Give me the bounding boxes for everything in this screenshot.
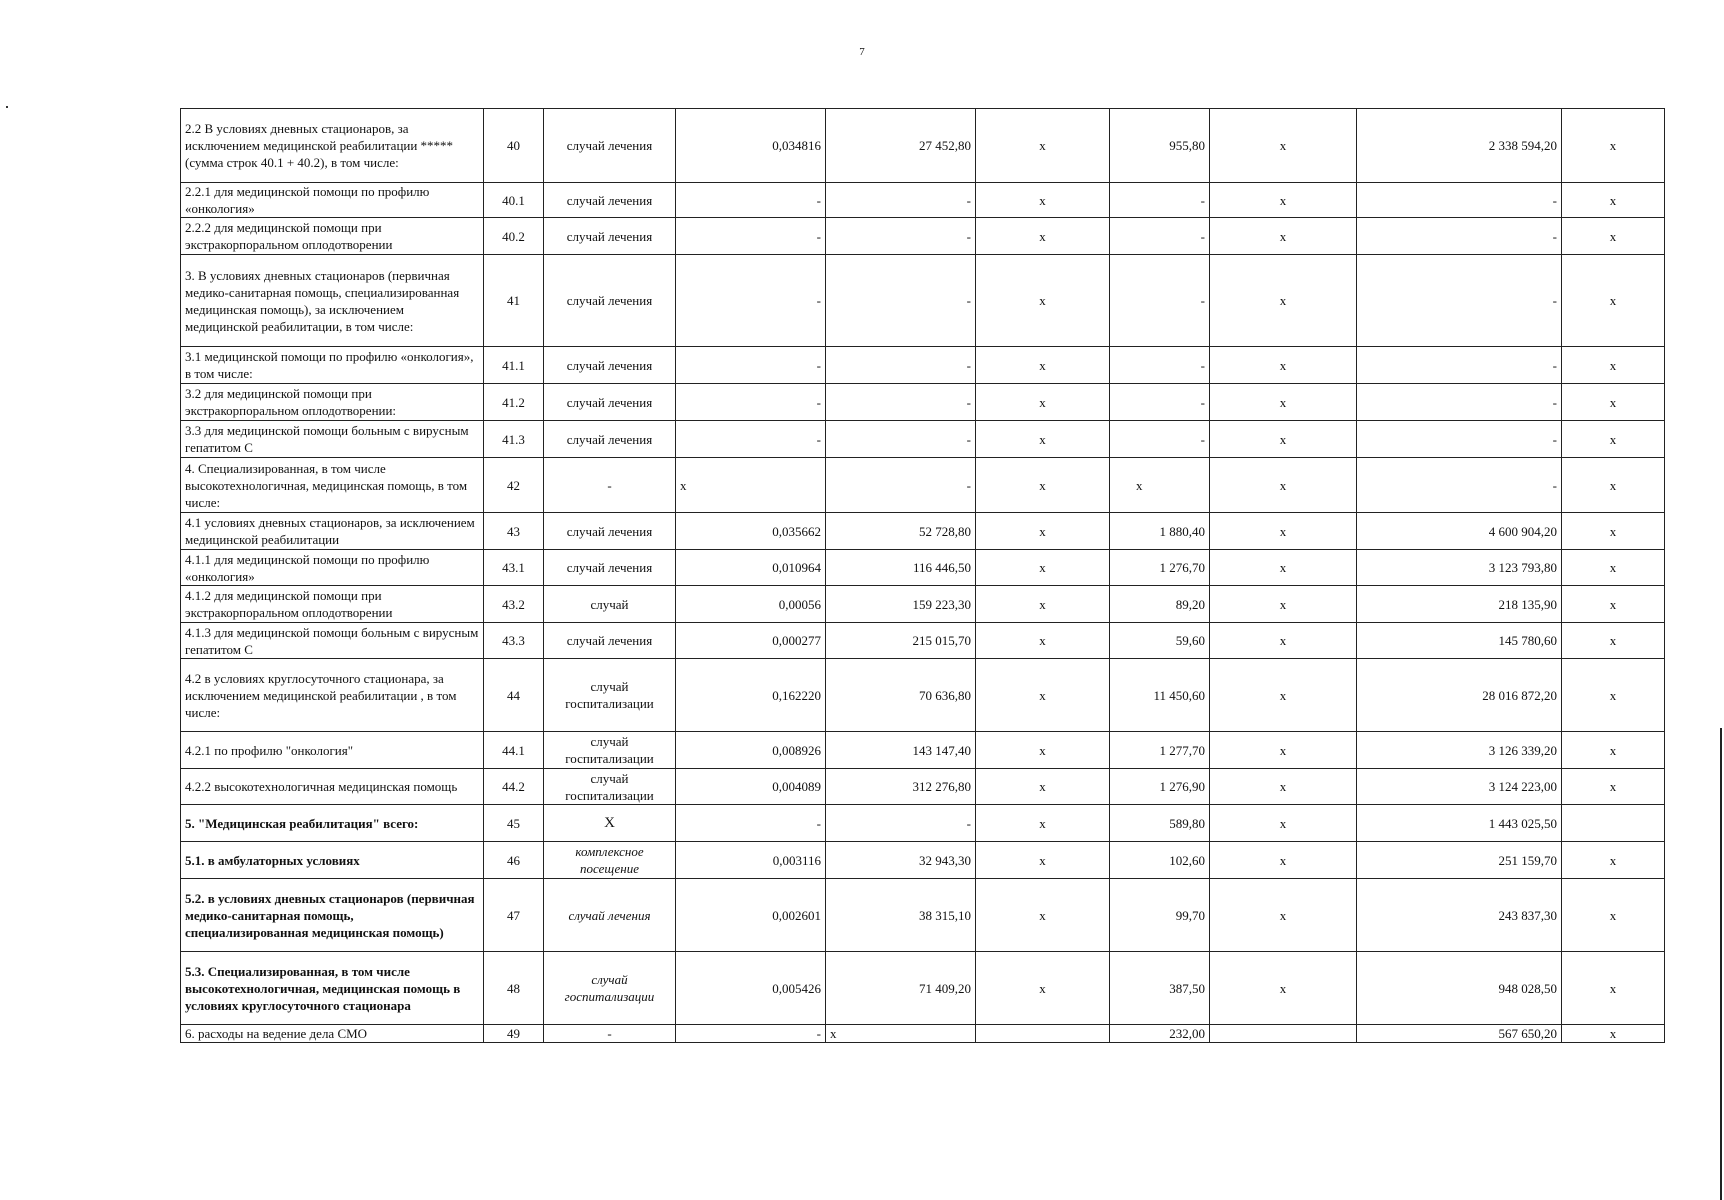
cell-c7: х [1562,732,1665,769]
cell-c2: 32 943,30 [826,842,976,879]
cell-c1: - [676,421,826,458]
cell-c3: х [976,879,1110,952]
cell-c2: 159 223,30 [826,586,976,623]
row-name: 4.1.1 для медицинской помощи по профилю «онкология» [181,550,484,586]
cell-c4: 1 880,40 [1110,513,1210,550]
cell-c5: х [1210,421,1357,458]
cell-c1: - [676,255,826,347]
cell-c5 [1210,1025,1357,1043]
cell-c6: 28 016 872,20 [1357,659,1562,732]
cell-c5: х [1210,347,1357,384]
cell-c4: 232,00 [1110,1025,1210,1043]
table-row [181,623,1665,659]
row-unit: случай лечения [544,421,676,458]
cell-c5: х [1210,384,1357,421]
row-name: 4.1.2 для медицинской помощи при экстракорпоральном оплодотворении [181,586,484,623]
cell-c2: 116 446,50 [826,550,976,586]
row-number: 45 [484,805,544,842]
cell-c5: х [1210,805,1357,842]
cell-c1: 0,00056 [676,586,826,623]
row-unit: случай госпитализации [544,769,676,805]
cell-c2: 71 409,20 [826,952,976,1025]
row-name: 4.1 условиях дневных стационаров, за исключением медицинской реабилитации [181,513,484,550]
scan-speck [6,106,8,108]
cell-c4: - [1110,384,1210,421]
cell-c6: 567 650,20 [1357,1025,1562,1043]
table-row [181,769,1665,805]
cell-c1: 0,010964 [676,550,826,586]
cell-c2: 143 147,40 [826,732,976,769]
cell-c4: - [1110,347,1210,384]
row-unit: Х [544,805,676,842]
cell-c6: 4 600 904,20 [1357,513,1562,550]
cell-c4: 387,50 [1110,952,1210,1025]
row-name: 5.2. в условиях дневных стационаров (первичная медико-санитарная помощь, специализированная медицинская помощь) [181,879,484,952]
cell-c4: 1 277,70 [1110,732,1210,769]
cell-c2: х [826,1025,976,1043]
cell-c5: х [1210,769,1357,805]
cell-c5: х [1210,458,1357,513]
row-number: 41.2 [484,384,544,421]
row-number: 43 [484,513,544,550]
cell-c3: х [976,384,1110,421]
cell-c1: 0,004089 [676,769,826,805]
row-unit: случай лечения [544,550,676,586]
table-row [181,952,1665,1025]
cell-c7: х [1562,623,1665,659]
cell-c1: 0,162220 [676,659,826,732]
cell-c7: х [1562,458,1665,513]
cell-c2: 312 276,80 [826,769,976,805]
table-row [181,255,1665,347]
cell-c2: - [826,183,976,218]
cell-c6: 3 126 339,20 [1357,732,1562,769]
cell-c1: х [676,458,826,513]
cell-c2: 215 015,70 [826,623,976,659]
cell-c3: х [976,347,1110,384]
row-name: 5.1. в амбулаторных условиях [181,842,484,879]
row-unit: случай лечения [544,384,676,421]
row-unit: случай госпитализации [544,952,676,1025]
cell-c7: х [1562,109,1665,183]
cell-c3: х [976,769,1110,805]
row-number: 40 [484,109,544,183]
cell-c6: - [1357,421,1562,458]
cell-c4: 589,80 [1110,805,1210,842]
cell-c2: - [826,218,976,255]
data-table [180,108,1665,1043]
cell-c2: 70 636,80 [826,659,976,732]
cell-c6: 3 123 793,80 [1357,550,1562,586]
cell-c7: х [1562,659,1665,732]
cell-c2: - [826,458,976,513]
cell-c6: 2 338 594,20 [1357,109,1562,183]
cell-c1: 0,000277 [676,623,826,659]
row-name: 4.2.1 по профилю "онкология" [181,732,484,769]
cell-c6: - [1357,218,1562,255]
row-number: 43.2 [484,586,544,623]
cell-c1: - [676,805,826,842]
cell-c6: 243 837,30 [1357,879,1562,952]
row-name: 4.1.3 для медицинской помощи больным с вирусным гепатитом С [181,623,484,659]
row-name: 5. "Медицинская реабилитация" всего: [181,805,484,842]
cell-c6: - [1357,347,1562,384]
table-row [181,550,1665,586]
cell-c5: х [1210,513,1357,550]
table-row [181,659,1665,732]
cell-c3: х [976,458,1110,513]
cell-c7: х [1562,255,1665,347]
row-number: 48 [484,952,544,1025]
cell-c3: х [976,732,1110,769]
row-number: 41.1 [484,347,544,384]
row-number: 44.2 [484,769,544,805]
cell-c3: х [976,255,1110,347]
cell-c6: 145 780,60 [1357,623,1562,659]
table-row [181,347,1665,384]
cell-c6: 1 443 025,50 [1357,805,1562,842]
cell-c5: х [1210,952,1357,1025]
row-name: 3.1 медицинской помощи по профилю «онкология», в том числе: [181,347,484,384]
row-unit: случай лечения [544,255,676,347]
row-unit: случай [544,586,676,623]
table-row [181,1025,1665,1043]
cell-c3: х [976,218,1110,255]
cell-c2: 52 728,80 [826,513,976,550]
cell-c6: - [1357,255,1562,347]
row-number: 40.1 [484,183,544,218]
cell-c3: х [976,513,1110,550]
table-row [181,384,1665,421]
table-row [181,183,1665,218]
row-unit: случай лечения [544,218,676,255]
row-unit: случай лечения [544,513,676,550]
row-number: 42 [484,458,544,513]
row-name: 2.2.1 для медицинской помощи по профилю «онкология» [181,183,484,218]
cell-c1: 0,008926 [676,732,826,769]
cell-c5: х [1210,659,1357,732]
cell-c1: - [676,218,826,255]
row-number: 47 [484,879,544,952]
cell-c4: 1 276,70 [1110,550,1210,586]
cell-c6: 3 124 223,00 [1357,769,1562,805]
cell-c1: - [676,384,826,421]
cell-c5: х [1210,218,1357,255]
row-unit: случай госпитализации [544,732,676,769]
row-name: 6. расходы на ведение дела СМО [181,1025,484,1043]
row-number: 44.1 [484,732,544,769]
cell-c5: х [1210,623,1357,659]
cell-c5: х [1210,255,1357,347]
cell-c3: х [976,586,1110,623]
table-row [181,109,1665,183]
cell-c1: - [676,183,826,218]
cell-c4: - [1110,421,1210,458]
cell-c4: - [1110,183,1210,218]
table-row [181,879,1665,952]
cell-c3: х [976,659,1110,732]
cell-c3: х [976,805,1110,842]
cell-c7: х [1562,769,1665,805]
row-name: 2.2.2 для медицинской помощи при экстракорпоральном оплодотворении [181,218,484,255]
row-number: 43.1 [484,550,544,586]
cell-c1: 0,003116 [676,842,826,879]
cell-c3: х [976,421,1110,458]
cell-c4: х [1110,458,1210,513]
row-name: 2.2 В условиях дневных стационаров, за исключением медицинской реабилитации ***** (сумма строк 40.1 + 40.2), в том числе: [181,109,484,183]
cell-c1: 0,005426 [676,952,826,1025]
cell-c7: х [1562,550,1665,586]
cell-c5: х [1210,842,1357,879]
table-row [181,421,1665,458]
cell-c7: х [1562,347,1665,384]
cell-c7: х [1562,842,1665,879]
cell-c3: х [976,952,1110,1025]
row-unit: комплексное посещение [544,842,676,879]
row-unit: случай лечения [544,347,676,384]
cell-c7: х [1562,513,1665,550]
cell-c4: - [1110,218,1210,255]
table-row [181,218,1665,255]
row-number: 41.3 [484,421,544,458]
cell-c4: 89,20 [1110,586,1210,623]
scan-edge-line [1720,728,1722,1200]
table-row [181,513,1665,550]
cell-c2: - [826,255,976,347]
cell-c5: х [1210,550,1357,586]
row-name: 3.2 для медицинской помощи при экстракорпоральном оплодотворении: [181,384,484,421]
cell-c2: - [826,805,976,842]
row-unit: случай госпитализации [544,659,676,732]
cell-c3: х [976,550,1110,586]
row-name: 4. Специализированная, в том числе высокотехнологичная, медицинская помощь, в том числе: [181,458,484,513]
cell-c7: х [1562,183,1665,218]
table-row [181,805,1665,842]
cell-c5: х [1210,879,1357,952]
cell-c2: - [826,421,976,458]
table-row [181,458,1665,513]
cell-c7: х [1562,1025,1665,1043]
row-name: 5.3. Специализированная, в том числе высокотехнологичная, медицинская помощь в условиях круглосуточного стационара [181,952,484,1025]
cell-c4: 99,70 [1110,879,1210,952]
cell-c4: 955,80 [1110,109,1210,183]
row-name: 4.2.2 высокотехнологичная медицинская помощь [181,769,484,805]
table-row [181,842,1665,879]
cell-c1: 0,035662 [676,513,826,550]
cell-c6: - [1357,183,1562,218]
page-number: 7 [859,46,865,58]
row-name: 3. В условиях дневных стационаров (первичная медико-санитарная помощь, специализированная медицинская помощь), за исключением медицинской реабилитации, в том числе: [181,255,484,347]
cell-c4: 59,60 [1110,623,1210,659]
cell-c5: х [1210,183,1357,218]
cell-c3: х [976,623,1110,659]
cell-c5: х [1210,109,1357,183]
row-name: 3.3 для медицинской помощи больным с вирусным гепатитом С [181,421,484,458]
cell-c5: х [1210,586,1357,623]
cell-c1: 0,034816 [676,109,826,183]
cell-c3 [976,1025,1110,1043]
row-unit: - [544,1025,676,1043]
row-number: 46 [484,842,544,879]
cell-c6: 251 159,70 [1357,842,1562,879]
cell-c3: х [976,842,1110,879]
cell-c7: х [1562,384,1665,421]
cell-c4: 1 276,90 [1110,769,1210,805]
row-number: 44 [484,659,544,732]
row-name: 4.2 в условиях круглосуточного стационара, за исключением медицинской реабилитации , в том числе: [181,659,484,732]
row-unit: случай лечения [544,879,676,952]
cell-c6: - [1357,458,1562,513]
cell-c3: х [976,109,1110,183]
table-row [181,732,1665,769]
cell-c4: - [1110,255,1210,347]
cell-c1: 0,002601 [676,879,826,952]
cell-c5: х [1210,732,1357,769]
cell-c7: х [1562,586,1665,623]
row-number: 41 [484,255,544,347]
row-unit: случай лечения [544,109,676,183]
table-row [181,586,1665,623]
row-number: 43.3 [484,623,544,659]
cell-c7: х [1562,952,1665,1025]
row-number: 40.2 [484,218,544,255]
cell-c2: 38 315,10 [826,879,976,952]
cell-c1: - [676,347,826,384]
row-number: 49 [484,1025,544,1043]
cell-c6: 948 028,50 [1357,952,1562,1025]
cell-c1: - [676,1025,826,1043]
cell-c2: 27 452,80 [826,109,976,183]
cell-c7: х [1562,879,1665,952]
cell-c7: х [1562,421,1665,458]
cell-c7 [1562,805,1665,842]
cell-c3: х [976,183,1110,218]
cell-c4: 11 450,60 [1110,659,1210,732]
row-unit: - [544,458,676,513]
cell-c7: х [1562,218,1665,255]
cell-c2: - [826,347,976,384]
cell-c4: 102,60 [1110,842,1210,879]
row-unit: случай лечения [544,623,676,659]
cell-c2: - [826,384,976,421]
row-unit: случай лечения [544,183,676,218]
cell-c6: 218 135,90 [1357,586,1562,623]
cell-c6: - [1357,384,1562,421]
